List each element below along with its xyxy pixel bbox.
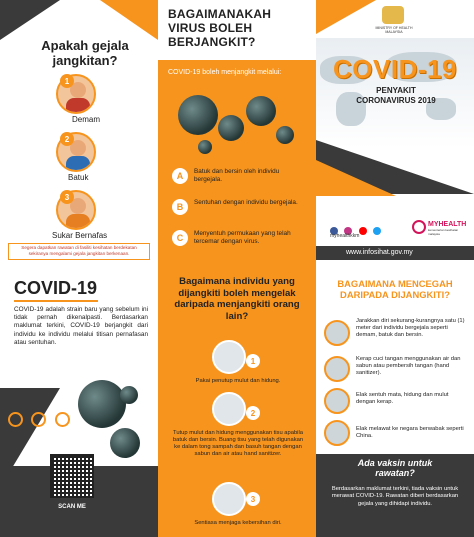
step-text: Pakai penutup mulut dan hidung. (195, 378, 281, 384)
virus-illustration (276, 126, 294, 144)
step-number: 1 (246, 354, 260, 368)
corner-shape (316, 0, 376, 34)
handwash-illustration (324, 356, 350, 382)
corner-shape (0, 0, 60, 40)
prevention-item: Elak melawat ke negara berwabak seperti China. (356, 426, 464, 439)
symptom-label: Batuk (68, 173, 89, 182)
website-link[interactable]: www.infosihat.gov.my (346, 249, 413, 256)
panel-prevention (316, 268, 474, 537)
panel-cover (316, 0, 474, 268)
distance-illustration (324, 320, 350, 346)
step-text: Sentiasa menjaga kebersihan diri. (194, 520, 282, 526)
virus-illustration (218, 115, 244, 141)
spread-title-box (168, 276, 306, 332)
symptom-number: 2 (60, 132, 74, 146)
ministry-name: MINISTRY OF HEALTH MALAYSIA (375, 26, 413, 34)
item-letter: C (172, 230, 188, 246)
corner-shape (100, 0, 158, 40)
youtube-icon[interactable] (359, 227, 367, 235)
prevention-item: Elak sentuh mata, hidung dan mulut dengan kerap. (356, 392, 449, 405)
symptom-label: Sukar Bernafas (52, 231, 108, 240)
title-underline (14, 300, 98, 302)
item-letter: B (172, 199, 188, 215)
item-letter: A (172, 168, 188, 184)
ministry-crest (382, 6, 404, 24)
myhealth-logo (412, 218, 468, 238)
vaccine-body: Berdasarkan maklumat terkini, tiada vaksin untuk merawat COVID-19. Rawatan diberi berdasarkan gejala yang dihidapi individu. (331, 486, 459, 507)
transmission-intro: COVID-19 boleh menjangkit melalui: (168, 69, 282, 76)
item-text: Sentuhan dengan individu bergejala. (194, 199, 298, 206)
virus-illustration (178, 95, 218, 135)
cover-subtitle: PENYAKIT CORONAVIRUS 2019 (356, 86, 436, 105)
scan-label: SCAN ME (58, 504, 86, 510)
symptom-label: Demam (72, 115, 101, 124)
symptom-number: 3 (60, 190, 74, 204)
step-number: 2 (246, 406, 260, 420)
about-body: COVID-19 adalah strain baru yang sebelum ini tidak pernah dikenalpasti. Berdasarkan maklumat terkini, COVID-19 berjangkit dari individu ke individu melalui titisan pernafasan atau sentuhan. (14, 306, 148, 346)
vaccine-section (316, 454, 474, 537)
diagonal-shape (316, 160, 396, 196)
qr-code[interactable] (50, 454, 94, 498)
hygiene-illustration (212, 482, 246, 516)
about-title: COVID-19 (14, 278, 98, 298)
spread-title: Bagaimana individu yang dijangkiti boleh mengelak daripada menjangkiti orang lain? (174, 276, 300, 322)
virus-icon (8, 412, 23, 427)
info-icon (55, 412, 70, 427)
vaccine-title: Ada vaksin untuk rawatan? (357, 458, 433, 478)
virus-illustration (198, 140, 212, 154)
notice-text: Segera dapatkan rawatan di fasiliti kesihatan berdekatan sekiranya mengalami gejala jangkitan berkenaan. (21, 245, 137, 256)
virus-illustration (120, 386, 138, 404)
symptom-number: 1 (60, 74, 74, 88)
prevention-title: BAGAIMANA MENCEGAH DARIPADA DIJANGKITI? (337, 278, 453, 300)
panel-prevent-spread (158, 268, 316, 537)
item-text: Batuk dan bersin oleh individu bergejala. (194, 168, 280, 183)
panel-transmission (158, 0, 316, 268)
symptoms-title: Apakah gejala jangkitan? (41, 38, 129, 68)
prevention-item: Kerap cuci tangan menggunakan air dan sabun atau pembersih tangan (hand sanitizer). (356, 356, 461, 376)
transmission-title: BAGAIMANAKAH VIRUS BOLEH BERJANGKIT? (168, 7, 272, 49)
logo-text: MYHEALTH (428, 221, 467, 228)
social-handle[interactable]: myhealthkkm (330, 233, 360, 239)
item-text: Menyentuh permukaan yang telah tercemar dengan virus. (194, 230, 291, 245)
virus-illustration (246, 96, 276, 126)
panel-symptoms (0, 0, 158, 268)
tissue-illustration (212, 392, 246, 426)
notice-box (8, 243, 150, 260)
icon-row (8, 412, 88, 432)
face-touch-illustration (324, 388, 350, 414)
step-text: Tutup mulut dan hidung menggunakan tisu apabila batuk dan bersin. Buang tisu yang telah digunakan ke dalam tong sampah dan basuh tangan dengan sabun dan air atau hand sanitizer. (172, 430, 304, 457)
virus-illustration (110, 428, 140, 458)
twitter-icon[interactable] (373, 227, 381, 235)
website-bar (316, 246, 474, 260)
mask-illustration (212, 340, 246, 374)
lightbulb-icon (31, 412, 46, 427)
social-row (330, 222, 390, 232)
prevention-item: Jarakkan diri sekurang-kurangnya satu (1) meter dari individu bergejala seperti demam, batuk dan bersin. (356, 318, 465, 338)
travel-illustration (324, 420, 350, 446)
step-number: 3 (246, 492, 260, 506)
cover-title: COVID-19 (333, 54, 457, 84)
panel-about (0, 268, 158, 537)
logo-subtext: kementerian kesihatan malaysia (428, 228, 459, 236)
